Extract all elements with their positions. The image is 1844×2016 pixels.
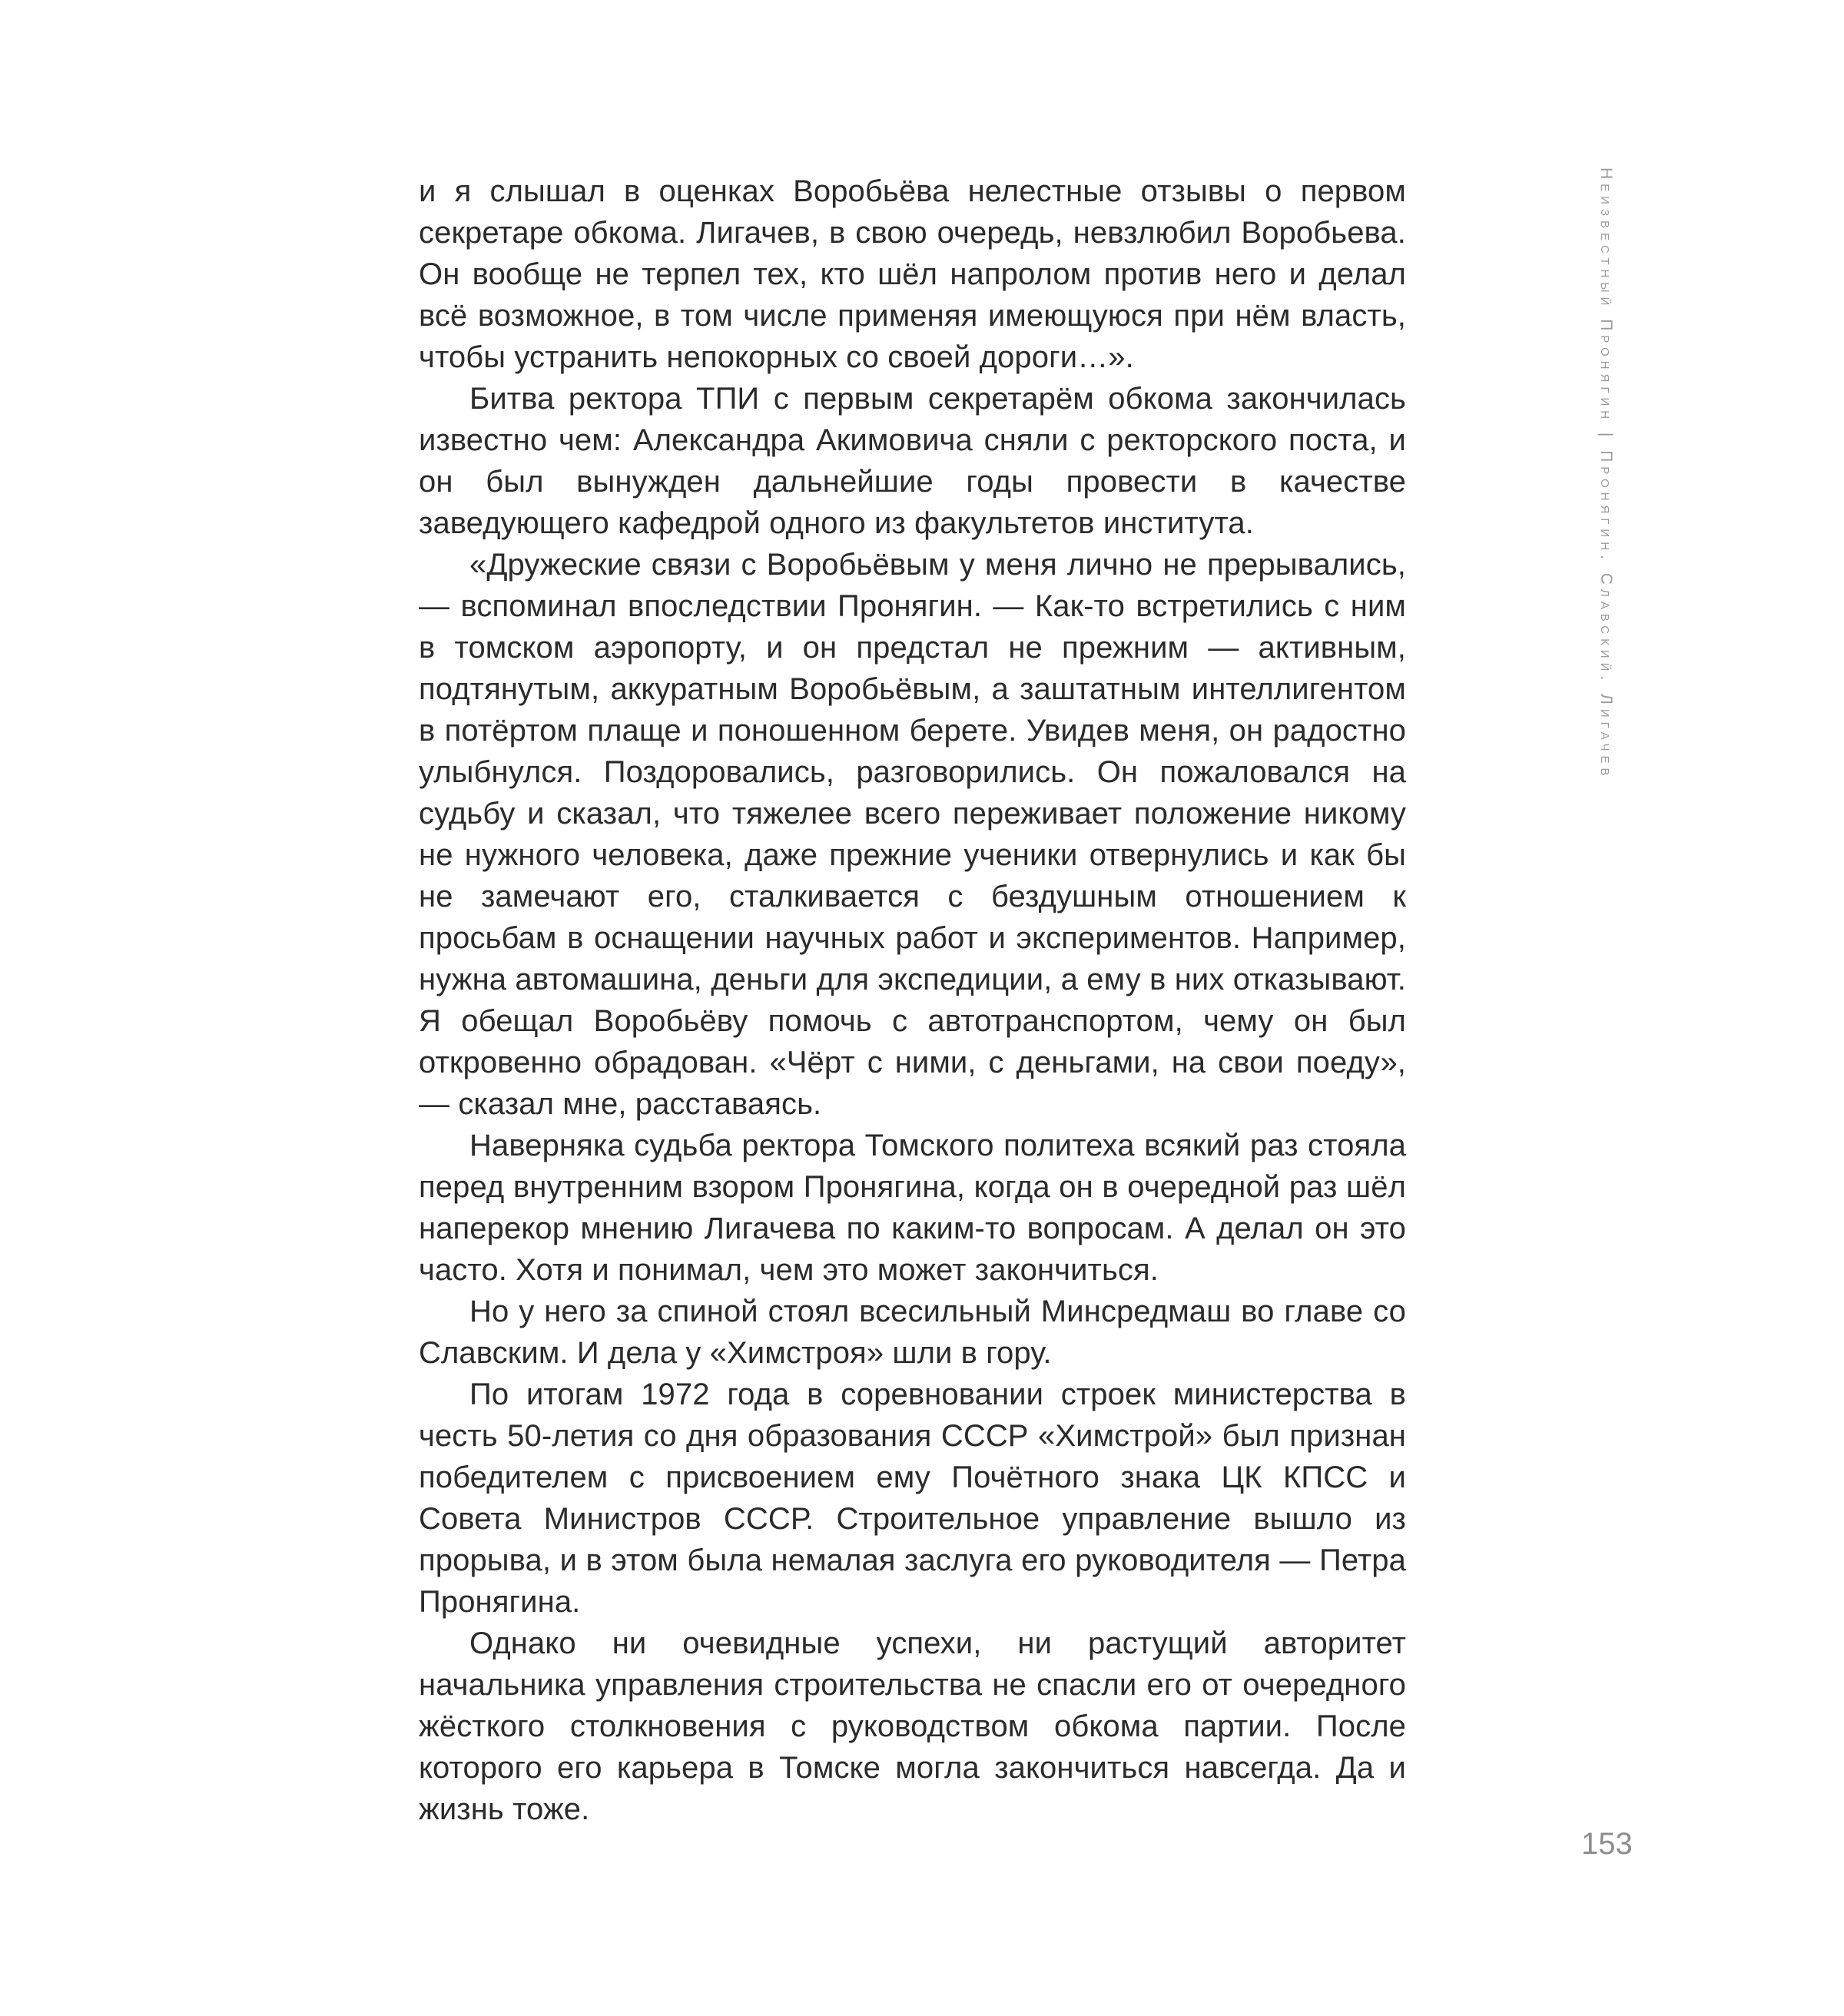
paragraph: Битва ректора ТПИ с первым секретарём обкома закончилась известно чем: Александра Акимовича сняли с ректорского поста, и он был вынужден дальнейшие годы провести в качестве заведующего кафедрой одного из факультетов института. (419, 382, 1406, 540)
page-number: 153 (1581, 1827, 1633, 1861)
paragraph: «Дружеские связи с Воробьёвым у меня лично не прерывались, — вспоминал впоследствии Пронягин. — Как-то встретились с ним в томском аэропорту, и он предстал не прежним — активным, подтянутым, аккуратным Воробьёвым, а заштатным интеллигентом в потёртом плаще и поношенном берете. Увидев меня, он радостно улыбнулся. Поздоровались, разговорились. Он пожаловался на судьбу и сказал, что тяжелее всего переживает положение никому не нужного человека, даже прежние ученики отвернулись и как бы не замечают его, сталкивается с бездушным отношением к просьбам в оснащении научных работ и экспериментов. Например, нужна автомашина, деньги для экспедиции, а ему в них отказывают. Я обещал Воробьёву помочь с автотранспортом, чему он был откровенно обрадован. «Чёрт с ними, с деньгами, на свои поеду», — сказал мне, расставаясь. (419, 548, 1406, 1121)
paragraph: Но у него за спиной стоял всесильный Минсредмаш во главе со Славским. И дела у «Химстроя» шли в гору. (419, 1295, 1406, 1370)
running-head: Неизвестный Пронягин | Пронягин. Славский. Лигачев (1597, 167, 1615, 781)
paragraph: По итогам 1972 года в соревновании строек министерства в честь 50-летия со дня образования СССР «Химстрой» был признан победителем с присвоением ему Почётного знака ЦК КПСС и Совета Министров СССР. Строительное управление вышло из прорыва, и в этом была немалая заслуга его руководителя — Петра Пронягина. (419, 1378, 1406, 1619)
paragraph: Наверняка судьба ректора Томского политеха всякий раз стояла перед внутренним взором Пронягина, когда он в очередной раз шёл наперекор мнению Лигачева по каким-то вопросам. А делал он это часто. Хотя и понимал, чем это может закончиться. (419, 1129, 1406, 1287)
body-text (419, 171, 1406, 1830)
paragraph: и я слышал в оценках Воробьёва нелестные отзывы о первом секретаре обкома. Лигачев, в свою очередь, невзлюбил Воробьева. Он вообще не терпел тех, кто шёл напролом против него и делал всё возможное, в том числе применяя имеющуюся при нём власть, чтобы устранить непокорных со своей дороги…». (419, 174, 1406, 374)
paragraph: Однако ни очевидные успехи, ни растущий авторитет начальника управления строительства не спасли его от очередного жёсткого столкновения с руководством обкома партии. После которого его карьера в Томске могла закончиться навсегда. Да и жизнь тоже. (419, 1626, 1406, 1826)
